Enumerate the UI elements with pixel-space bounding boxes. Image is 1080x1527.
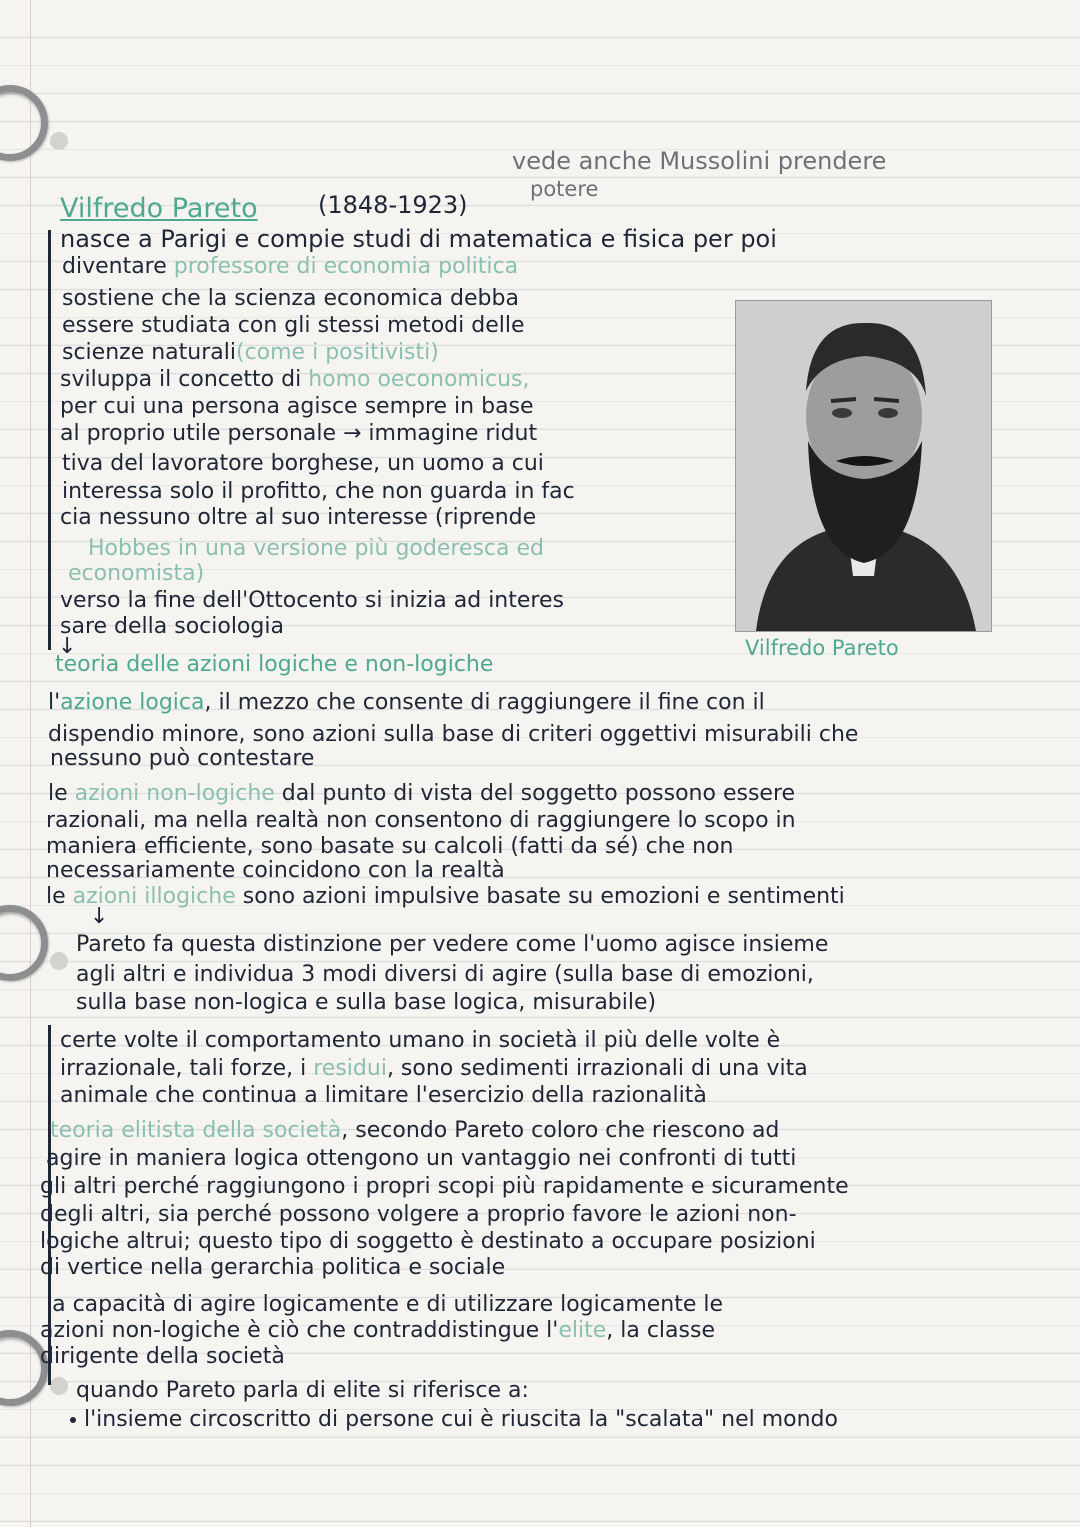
line-23: necessariamente coincidono con la realtà (46, 858, 505, 883)
line-8: al proprio utile personale → immagine ridut (60, 421, 538, 446)
arrow-1: ↓ (58, 634, 77, 659)
line-20 (48, 781, 795, 807)
line-20-prefix: le (48, 781, 75, 806)
line-6 (60, 367, 529, 393)
line-37: la capacità di agire logicamente e di utilizzare logicamente le (46, 1292, 724, 1317)
line-31 (50, 1118, 779, 1144)
line-4: essere studiata con gli stessi metodi delle (62, 313, 525, 338)
binder-ring (0, 85, 48, 161)
line-11: cia nessuno oltre al suo interesse (riprende (60, 505, 537, 530)
line-22: maniera efficiente, sono basate su calcoli (fatti da sé) che non (46, 834, 734, 859)
line-38 (40, 1318, 715, 1344)
line-24 (46, 884, 845, 910)
line-12: Hobbes in una versione più goderesca ed (88, 536, 545, 561)
line-20-term: azioni non-logiche (74, 781, 275, 806)
line-17-term: azione logica (60, 690, 205, 715)
margin-line (30, 0, 31, 1527)
line-29 (60, 1056, 808, 1082)
punch-hole (50, 1377, 68, 1395)
line-20-text: dal punto di vista del soggetto possono essere (274, 781, 796, 806)
portrait-photo (735, 300, 992, 632)
line-3: sostiene che la scienza economica debba (62, 286, 519, 311)
title-dates: (1848-1923) (318, 191, 468, 219)
line-29-rest: , sono sedimenti irrazionali di una vita (386, 1056, 808, 1081)
line-40: quando Pareto parla di elite si riferisce a: (76, 1378, 529, 1403)
line-7: per cui una persona agisce sempre in base (60, 394, 534, 419)
line-29-term: residui (313, 1056, 387, 1081)
line-38-rest: , la classe (606, 1318, 715, 1343)
line-5-text: scienze naturali (62, 340, 236, 365)
line-2-highlight: professore di economia politica (173, 254, 519, 279)
line-9: tiva del lavoratore borghese, un uomo a cui (62, 451, 544, 476)
line-28: certe volte il comportamento umano in società il più delle volte è (60, 1028, 781, 1053)
photo-caption: Vilfredo Pareto (745, 636, 899, 660)
line-2-text: diventare (62, 254, 174, 279)
line-15: sare della sociologia (60, 614, 284, 639)
line-18: dispendio minore, sono azioni sulla base di criteri oggettivi misurabili che (48, 722, 859, 747)
portrait-image (736, 301, 991, 631)
title-note: potere (530, 177, 599, 201)
line-13: economista) (68, 561, 205, 586)
page-title: Vilfredo Pareto (60, 193, 258, 224)
line-32: agire in maniera logica ottengono un vantaggio nei confronti di tutti (46, 1146, 797, 1171)
line-5 (62, 340, 439, 366)
line-27: sulla base non-logica e sulla base logica, misurabile) (76, 990, 657, 1015)
line-24-term: azioni illogiche (72, 884, 236, 909)
line-14: verso la fine dell'Ottocento si inizia ad interes (60, 588, 564, 613)
line-41 (70, 1407, 838, 1433)
line-39: dirigente della società (40, 1344, 285, 1369)
arrow-2: ↓ (90, 904, 109, 929)
line-31-term: teoria elitista della società (50, 1118, 342, 1143)
list-bracket (48, 230, 51, 650)
line-10: interessa solo il profitto, che non guarda in fac (62, 479, 575, 504)
line-31-text: , secondo Pareto coloro che riescono ad (341, 1118, 780, 1143)
line-6-text: sviluppa il concetto di (60, 367, 309, 392)
line-6-highlight: homo oeconomicus, (308, 367, 530, 392)
line-17-text: , il mezzo che consente di raggiungere il fine con il (204, 690, 765, 715)
punch-hole (50, 132, 68, 150)
line-5-note: (come i positivisti) (235, 340, 439, 365)
line-2 (62, 254, 518, 280)
line-33: gli altri perché raggiungono i propri scopi più rapidamente e sicuramente (40, 1174, 849, 1199)
line-26: agli altri e individua 3 modi diversi di agire (sulla base di emozioni, (76, 962, 814, 987)
line-25: Pareto fa questa distinzione per vedere come l'uomo agisce insieme (76, 932, 829, 957)
punch-hole (50, 952, 68, 970)
line-17-prefix: l' (48, 690, 61, 715)
line-34: degli altri, sia perché possono volgere a proprio favore le azioni non- (40, 1202, 797, 1227)
line-21: razionali, ma nella realtà non consentono di raggiungere lo scopo in (46, 808, 796, 833)
line-30: animale che continua a limitare l'esercizio della razionalità (60, 1083, 707, 1108)
binder-ring (0, 905, 48, 981)
line-41-text: l'insieme circoscritto di persone cui è riuscita la "scalata" nel mondo (84, 1407, 838, 1432)
line-36: di vertice nella gerarchia politica e sociale (40, 1255, 506, 1280)
line-16: teoria delle azioni logiche e non-logiche (55, 652, 494, 677)
line-24-text: sono azioni impulsive basate su emozioni e sentimenti (235, 884, 845, 909)
bullet-dot (70, 1417, 76, 1423)
line-1: nasce a Parigi e compie studi di matematica e fisica per poi (60, 225, 777, 253)
top-note: vede anche Mussolini prendere (512, 147, 887, 175)
line-19: nessuno può contestare (50, 746, 315, 771)
line-29-text: irrazionale, tali forze, i (60, 1056, 314, 1081)
line-38-term: elite (558, 1318, 607, 1343)
line-38-text: azioni non-logiche è ciò che contraddistingue l' (40, 1318, 559, 1343)
line-24-prefix: le (46, 884, 73, 909)
line-17 (48, 690, 765, 716)
line-35: logiche altrui; questo tipo di soggetto è destinato a occupare posizioni (40, 1229, 816, 1254)
